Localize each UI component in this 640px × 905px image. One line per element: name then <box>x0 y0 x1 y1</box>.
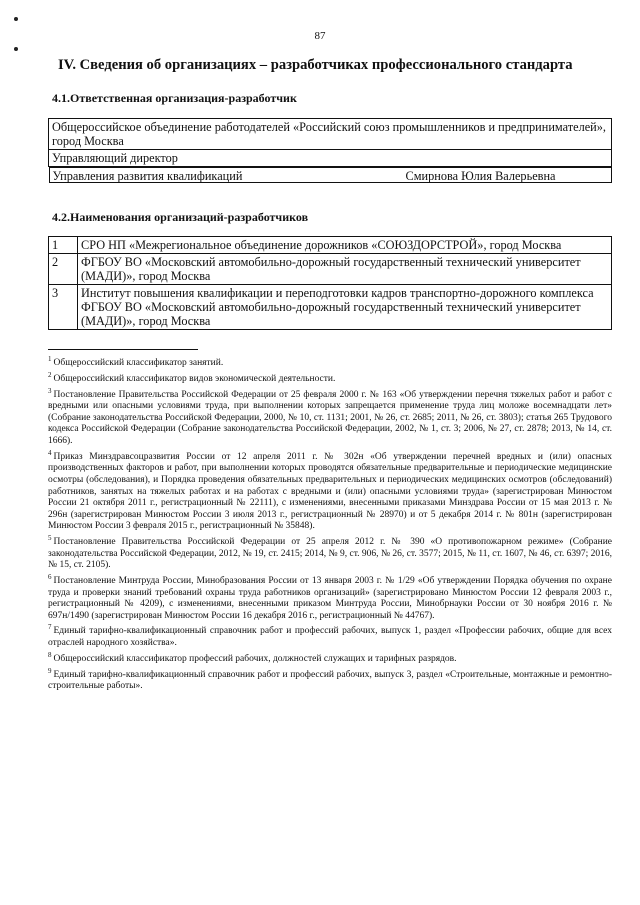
footnote: $^9$ Единый тарифно-квалификационный справочник работ и профессий рабочих, выпуск 3, раздел «Строительные, монтажные и ремонтно-строительные работы». <box>48 666 612 692</box>
footnote: $^2$ Общероссийский классификатор видов экономической деятельности. <box>48 370 336 384</box>
section-title: IV. Сведения об организациях – разработчиках профессионального стандарта <box>58 57 573 73</box>
table-row <box>49 285 612 330</box>
footnote: $^1$ Общероссийский классификатор занятий. <box>48 355 224 369</box>
footnote: $^6$ Постановление Минтруда России, Минобразования России от 13 января 2003 г. № 1/29 «Об утверждении Порядка обучения по охране труда и проверки знаний требований охраны труда работников организаций» (зарегистрировано Минюстом России 12 февраля 2003 г., регистрационный № 4209), с изменениями, внесенными приказом Минтруда России, Минобрнауки России от 30 ноября 2016 г. № 697н/1490 (зарегистрирован Минюстом России 16 декабря 2016 г., регистрационный № 44767). <box>48 572 612 621</box>
responsible-org-table <box>48 118 612 183</box>
developers-heading: 4.2.Наименования организаций-разработчиков <box>52 210 309 224</box>
table-row <box>49 237 612 254</box>
footnote: $^8$ Общероссийский классификатор профессий рабочих, должностей служащих и тарифных разрядов. <box>48 650 457 664</box>
scan-mark <box>14 47 18 51</box>
footnote-divider <box>48 349 198 350</box>
developer-name: Институт повышения квалификации и переподготовки кадров транспортно-дорожного комплекса ФГБОУ ВО «Московский автомобильно-дорожный государственный технический университет (МАДИ)», город Москва <box>78 285 612 330</box>
responsible-org-heading: 4.1.Ответственная организация-разработчик <box>52 91 297 105</box>
responsible-person: Смирнова Юлия Валерьевна <box>405 169 556 183</box>
table-row <box>49 254 612 285</box>
row-number: 2 <box>49 254 78 285</box>
responsible-org-name: Общероссийское объединение работодателей «Российский союз промышленников и предпринимателей», город Москва <box>49 119 612 150</box>
footnote: $^5$ Постановление Правительства Российской Федерации от 25 апреля 2012 г. № 390 «О противопожарном режиме» (Собрание законодательства Российской Федерации, 2012, № 19, ст. 2415; 2014, № 9, ст. 906, № 26, ст. 3577; 2015, № 11, ст. 1607, № 46, ст. 6397; 2016, № 15, ст. 2105). <box>48 533 612 571</box>
scan-mark <box>14 17 18 21</box>
footnote: $^7$ Единый тарифно-квалификационный справочник работ и профессий рабочих, выпуск 1, раздел «Профессии рабочих, общие для всех отраслей народного хозяйства». <box>48 623 612 649</box>
developers-table <box>48 236 612 330</box>
row-number: 1 <box>49 237 78 254</box>
responsible-position: Управляющий директор <box>49 150 612 167</box>
responsible-department: Управления развития квалификаций <box>52 169 243 183</box>
row-number: 3 <box>49 285 78 330</box>
footnote: $^3$ Постановление Правительства Российской Федерации от 25 февраля 2000 г. № 163 «Об утверждении перечня тяжелых работ и работ с вредными или опасными условиями труда, при выполнении которых запрещается применение труда лиц моложе восемнадцати лет» (Собрание законодательства Российской Федерации, 2000, № 10, ст. 1131; 2001, № 26, ст. 2685; 2011, № 26, ст. 3803); статья 265 Трудового кодекса Российской Федерации (Собрание законодательства Российской Федерации, 2002, № 1, ст. 3; 2006, № 27, ст. 2878; 2013, № 14, ст. 1666). <box>48 386 612 447</box>
developer-name: СРО НП «Межрегиональное объединение дорожников «СОЮЗДОРСТРОЙ», город Москва <box>78 237 612 254</box>
developer-name: ФГБОУ ВО «Московский автомобильно-дорожный государственный технический университет (МАДИ)», город Москва <box>78 254 612 285</box>
responsible-signatory <box>49 167 612 183</box>
footnote: $^4$ Приказ Минздравсоцразвития России от 12 апреля 2011 г. № 302н «Об утверждении перечней вредных и (или) опасных производственных факторов и работ, при выполнении которых проводятся обязательные предварительные и периодические медицинские осмотры (обследования), и Порядка проведения обязательных предварительных и периодических медицинских осмотров (обследований) работников, занятых на тяжелых работах и на работах с вредными и (или) опасными условиями труда» (зарегистрирован Минюстом России 21 октября 2011 г., регистрационный № 22111), с изменениями, внесенными приказами Минздрава России от 15 мая 2013 г. № 296н (зарегистрирован Минюстом России 3 июля 2013 г., регистрационный № 28970) и от 5 декабря 2014 г. № 801н (зарегистрирован Минюстом России 3 февраля 2015 г., регистрационный № 35848). <box>48 448 612 532</box>
page-number: 87 <box>314 30 326 42</box>
footnotes <box>48 354 612 693</box>
